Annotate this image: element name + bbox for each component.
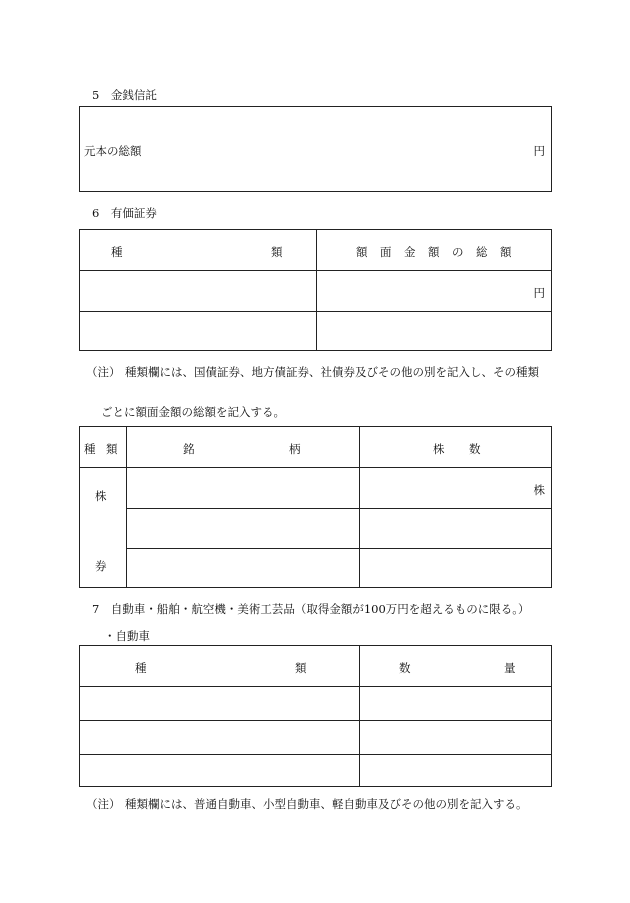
section-7-heading: 7 自動車・船舶・航空機・美術工芸品（取得金額が100万円を超えるものに限る。） xyxy=(92,602,530,616)
note-text-line2: ごとに額面金額の総額を記入する。 xyxy=(101,405,285,419)
automobile-subheading: ・自動車 xyxy=(104,629,150,643)
header-kind-char: 種 xyxy=(111,245,123,259)
header-kind-char: 種 xyxy=(84,442,96,456)
column-divider xyxy=(359,646,360,786)
securities-table xyxy=(79,229,552,351)
column-divider xyxy=(359,427,360,587)
column-divider xyxy=(316,230,317,350)
header-total-char: 総 xyxy=(476,245,488,259)
header-qty-char: 数 xyxy=(399,661,411,675)
header-kind-char: 類 xyxy=(295,661,307,675)
principal-total-label: 元本の総額 xyxy=(84,144,142,158)
header-shares-char: 数 xyxy=(469,442,481,456)
kind-stock-char: 株 xyxy=(95,489,107,503)
note-label: （注） xyxy=(86,797,121,811)
row-divider xyxy=(80,686,551,687)
header-total-char: 面 xyxy=(380,245,392,259)
column-divider xyxy=(126,427,127,587)
header-shares-char: 株 xyxy=(433,442,445,456)
row-divider xyxy=(126,548,551,549)
vehicles-table xyxy=(79,645,552,787)
row-divider xyxy=(80,754,551,755)
header-total-char: 額 xyxy=(356,245,368,259)
note-text: 種類欄には、普通自動車、小型自動車、軽自動車及びその他の別を記入する。 xyxy=(125,797,528,811)
header-brand-char: 銘 xyxy=(183,442,195,456)
section-5-heading: 5 金銭信託 xyxy=(92,88,157,102)
header-kind-char: 種 xyxy=(135,661,147,675)
note-text-line1: 種類欄には、国債証券、地方債証券、社債券及びその他の別を記入し、その種類 xyxy=(125,365,539,379)
row-divider xyxy=(80,720,551,721)
header-kind-char: 類 xyxy=(271,245,283,259)
header-qty-char: 量 xyxy=(504,661,516,675)
money-trust-box xyxy=(79,106,552,192)
yen-unit: 円 xyxy=(533,286,545,300)
header-brand-char: 柄 xyxy=(289,442,301,456)
shares-unit: 株 xyxy=(533,483,545,497)
row-divider xyxy=(80,467,551,468)
header-total-char: 金 xyxy=(404,245,416,259)
header-total-char: 額 xyxy=(428,245,440,259)
row-divider xyxy=(126,508,551,509)
yen-unit: 円 xyxy=(533,144,545,158)
section-6-heading: 6 有価証券 xyxy=(92,206,157,220)
kind-certificate-char: 券 xyxy=(95,559,107,573)
header-kind-char: 類 xyxy=(106,442,118,456)
note-label: （注） xyxy=(86,365,121,379)
stocks-table xyxy=(79,426,552,588)
header-total-char: の xyxy=(452,245,464,259)
header-total-char: 額 xyxy=(500,245,512,259)
